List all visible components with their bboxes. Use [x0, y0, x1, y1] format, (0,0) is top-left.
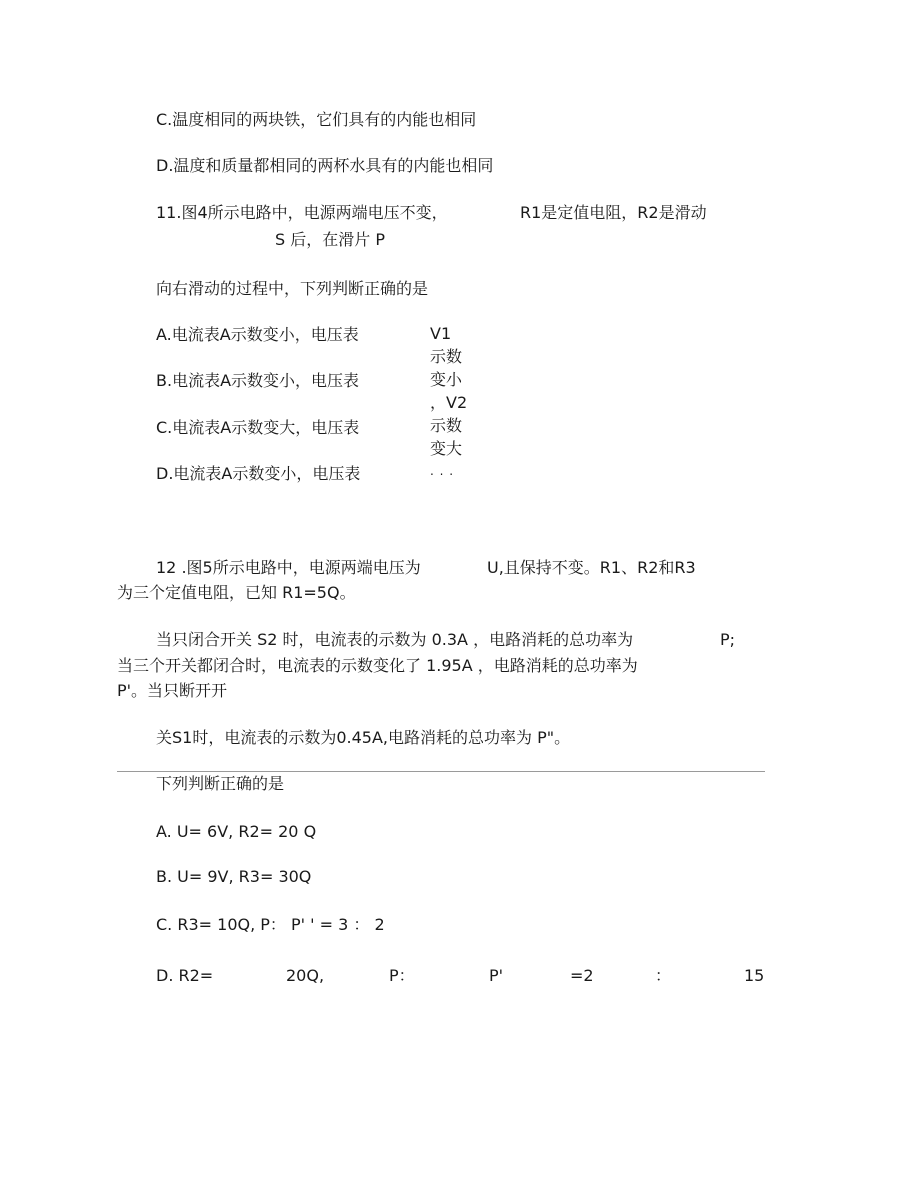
question-12-line-1a: 12 .图5所示电路中，电源两端电压为 [156, 558, 421, 577]
question-11-column-text [430, 322, 470, 483]
question-12-line-3b: P; [720, 630, 736, 649]
question-12-option-d-5: =2 [570, 966, 594, 985]
question-11-line-3: 向右滑动的过程中，下列判断正确的是 [156, 279, 429, 298]
divider-rule [117, 771, 765, 772]
question-11-line-1b: R1是定值电阻，R2是滑动 [520, 203, 707, 222]
question-12-option-a: A. U= 6V, R2= 20 Q [156, 822, 317, 841]
question-12-option-d-2: 20Q, [286, 966, 325, 985]
question-11-option-b: B.电流表A示数变小，电压表 [156, 371, 360, 390]
question-12-line-2: 为三个定值电阻，已知 R1=5Q。 [117, 583, 356, 602]
question-12-option-d-7: 15 [744, 966, 765, 985]
column-item: 变大 [430, 439, 463, 458]
line-c-prev: C.温度相同的两块铁，它们具有的内能也相同 [156, 110, 477, 129]
question-11-line-2: S 后，在滑片 P [275, 230, 385, 249]
column-item: 变小 [430, 370, 463, 389]
question-12-line-1b: U,且保持不变。R1、R2和R3 [487, 558, 696, 577]
question-12-line-5: P'。当只断开开 [117, 681, 228, 700]
question-12-option-c: C. R3= 10Q, P： P' ' = 3 ： 2 [156, 915, 385, 934]
question-12-option-d-4: P' [489, 966, 504, 985]
question-12-line-4: 当三个开关都闭合时，电流表的示数变化了 1.95A ，电路消耗的总功率为 [117, 656, 638, 675]
question-12-option-d-3: P： [389, 966, 415, 985]
question-11-option-a: A.电流表A示数变小，电压表 [156, 325, 359, 344]
column-item: V1 [430, 324, 452, 343]
line-d-prev: D.温度和质量都相同的两杯水具有的内能也相同 [156, 156, 494, 175]
question-12-option-d-6: ： [655, 966, 672, 985]
question-12-line-6: 关S1时，电流表的示数为0.45A,电路消耗的总功率为 P"。 [156, 728, 571, 747]
question-12-line-7: 下列判断正确的是 [156, 774, 285, 793]
question-12-option-b: B. U= 9V, R3= 30Q [156, 867, 312, 886]
column-item: . . . [430, 464, 455, 478]
column-item: ，V2 [430, 393, 468, 412]
question-12-line-3a: 当只闭合开关 S2 时，电流表的示数为 0.3A ，电路消耗的总功率为 [156, 630, 634, 649]
question-11-option-c: C.电流表A示数变大，电压表 [156, 418, 360, 437]
column-item: 示数 [430, 347, 463, 366]
question-11-line-1a: 11.图4所示电路中，电源两端电压不变， [156, 203, 448, 222]
column-item: 示数 [430, 416, 463, 435]
question-12-option-d-1: D. R2= [156, 966, 214, 985]
question-11-option-d: D.电流表A示数变小，电压表 [156, 464, 361, 483]
